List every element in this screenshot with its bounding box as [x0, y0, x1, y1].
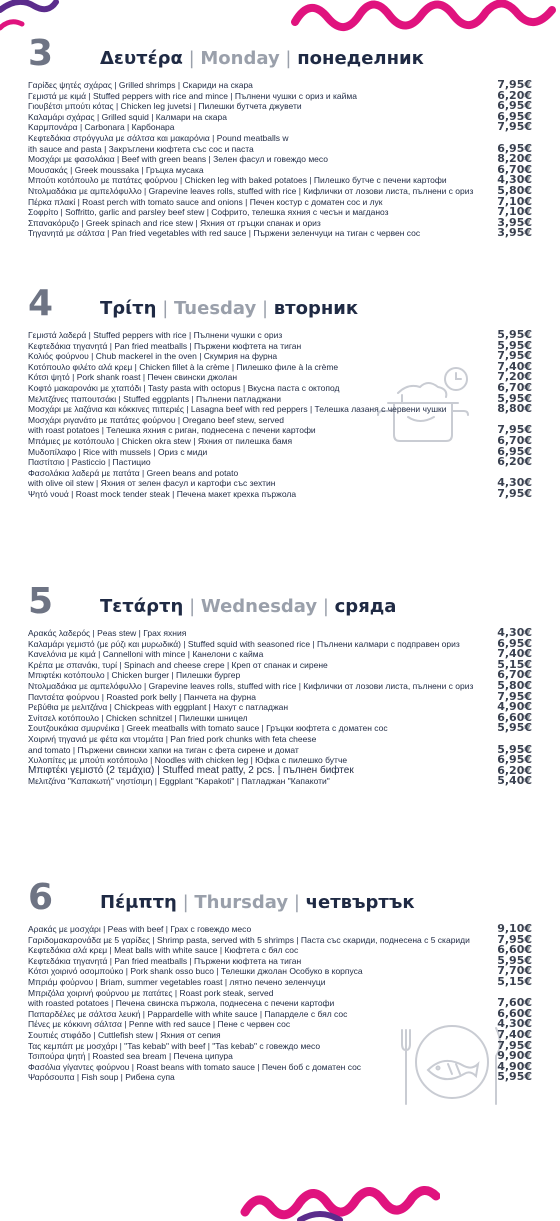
menu-item-name: Τας κεμπάπ με μοσχάρι | "Tas kebab" with beef | "Tas kebab" с говеждо месо [28, 1040, 321, 1051]
menu-item-row [28, 433, 532, 447]
menu-item-row [28, 175, 532, 186]
menu-item-row [28, 122, 532, 133]
menu-item-price: 7,40€ [497, 359, 532, 373]
menu-item-price: 5,40€ [497, 774, 532, 788]
menu-item-price: 5,95€ [497, 391, 532, 405]
menu-item-name: Μπιφτέκι γεμιστό (2 τεμάχια) | Stuffed meat patty, 2 pcs. | пълнен бифтек [28, 764, 354, 776]
menu-item-row [28, 670, 532, 681]
menu-item-name: Αρακάς λαδερός | Peas stew | Грах яхния [28, 628, 187, 638]
menu-item-name: Κεφτεδάκια τηγανητά | Pan fried meatballs | Пържени кюфтета на тиган [28, 955, 302, 966]
menu-item-price: 6,95€ [497, 141, 532, 155]
menu-item-row [28, 133, 532, 144]
menu-item-name: Γαρίδες ψητές σχάρας | Grilled shrimps | Скариди на скара [28, 80, 253, 90]
menu-item-price: 5,80€ [497, 678, 532, 692]
menu-item-row [28, 338, 532, 352]
menu-items [28, 628, 532, 787]
menu-item-row [28, 101, 532, 112]
day-section-thursday [28, 877, 532, 1084]
day-title: Τετάρτη | Wednesday | сряда [100, 596, 397, 617]
menu-item-name: Παντσέτα φούρνου | Roasted pork belly | Панчета на фурна [28, 691, 256, 702]
menu-item-name: Κεφτεδάκια αλά κρεμ | Meat balls with white sauce | Кюфтета с бял сос [28, 945, 299, 956]
menu-item-name: Πέρκα πλακί | Roast perch with tomato sauce and onions | Печен костур с доматен сос и лук [28, 196, 383, 207]
menu-item-name: Κεφτεδάκια στρόγγυλα με σάλτσα και μακαρόνια | Pound meatballs w [28, 132, 289, 143]
menu-item-row [28, 657, 532, 671]
menu-item-price: 7,95€ [497, 1038, 532, 1052]
menu-item-name: Μελιτζάνες παπουτσάκι | Stuffed eggplants | Пълнени патладжани [28, 393, 281, 404]
menu-item-name: Μοσχάρι ριγανάτο με πατάτες φούρνου | Oregano beef stew, served [28, 414, 284, 425]
menu-item-name: Πένες με κόκκινη σάλτσα | Penne with red sauce | Пене с червен сос [28, 1019, 291, 1030]
menu-item-name: Γαριδομακαρονάδα με 5 γαρίδες | Shrimp pasta, served with 5 shrimps | Паста със скариди, поднесена с 5 скариди [28, 934, 470, 945]
menu-item-row [28, 194, 532, 208]
menu-item-price: 3,95€ [497, 215, 532, 229]
menu-item-name: Μπριάμ φούρνου | Briam, summer vegetables roast | лятно печено зеленчуци [28, 976, 326, 987]
menu-item-name: Σουπιές στιφάδο | Cuttlefish stew | Яхния от сепия [28, 1029, 221, 1040]
menu-item-name: with roast potatoes | Телешка яхния с риган, поднесена с печени картофи [28, 425, 316, 436]
menu-item-row [28, 636, 532, 650]
menu-item-price: 6,60€ [497, 943, 532, 957]
day-section-monday [28, 33, 532, 240]
menu-item-price: 7,95€ [497, 423, 532, 437]
menu-item-name: Φασόλια γίγαντες φούρνου | Roast beans with tomato sauce | Печен боб с доматен сос [28, 1061, 362, 1072]
top-right-wave-decoration [290, 0, 560, 40]
menu-item-price: 5,95€ [497, 953, 532, 967]
menu-item-name: Σνίτσελ κοτόπουλο | Chicken schnitzel | Пилешки шницел [28, 712, 248, 723]
menu-item-name: Παστίτσιο | Pasticcio | Пастицио [28, 457, 151, 468]
menu-item-row [28, 162, 532, 176]
menu-item-price: 6,20€ [497, 88, 532, 102]
menu-item-price: 5,95€ [497, 338, 532, 352]
menu-item-row [28, 924, 532, 935]
menu-item-row [28, 1006, 532, 1020]
menu-item-price: 7,10€ [497, 205, 532, 219]
day-section-wednesday [28, 581, 532, 788]
menu-item-price: 5,15€ [497, 657, 532, 671]
menu-item-name: Μπριζόλα χοιρινή φούρνου με πατάτες | Roast pork steak, served [28, 987, 274, 998]
menu-item-row [28, 425, 532, 436]
menu-item-row [28, 207, 532, 218]
day-title-greek: Πέμπτη [100, 892, 177, 913]
menu-item-price: 7,95€ [497, 120, 532, 134]
menu-item-price: 4,90€ [497, 700, 532, 714]
menu-item-price: 5,95€ [497, 1070, 532, 1084]
menu-item-name: Αρακάς με μοσχάρι | Peas with beef | Грах с говеждо месо [28, 924, 252, 934]
day-number: 6 [28, 877, 54, 918]
day-title-bulgarian: четвъртък [305, 892, 415, 913]
menu-item-row [28, 183, 532, 197]
day-number: 4 [28, 283, 54, 324]
menu-item-name: Καρμπονάρα | Carbonara | Карбонара [28, 122, 175, 133]
day-header [28, 33, 532, 74]
menu-item-row [28, 380, 532, 394]
menu-item-row [28, 723, 532, 734]
menu-item-row [28, 391, 532, 405]
day-title-english: Thursday [194, 892, 289, 913]
menu-items [28, 80, 532, 239]
day-title-bulgarian: понеделник [297, 48, 424, 69]
menu-item-name: Μουσακάς | Greek moussaka | Гръцка мусака [28, 164, 204, 175]
menu-item-name: Κοτόπουλο φιλέτο αλά κρεμ | Chicken fillet à la crème | Пилешко филе à la crème [28, 361, 339, 372]
menu-item-name: Χοιρινή τηγανιά με φέτα και ντομάτα | Pan fried pork chunks with feta cheese [28, 733, 317, 744]
menu-item-price: 9,90€ [497, 1049, 532, 1063]
day-header [28, 283, 532, 324]
menu-item-price: 6,95€ [497, 753, 532, 767]
menu-item-row [28, 372, 532, 383]
menu-item-row [28, 945, 532, 956]
menu-item-row [28, 966, 532, 977]
menu-item-price: 8,80€ [497, 402, 532, 416]
menu-item-row [28, 88, 532, 102]
menu-item-row [28, 998, 532, 1009]
menu-item-row [28, 678, 532, 692]
menu-item-price: 7,60€ [497, 996, 532, 1010]
menu-item-price: 4,30€ [497, 626, 532, 639]
menu-item-name: Σοφρίτο | Soffritto, garlic and parsley beef stew | Софрито, телешка яхния с чесън и магданоз [28, 207, 389, 218]
menu-item-row [28, 734, 532, 745]
day-header [28, 877, 532, 918]
menu-item-price: 6,60€ [497, 710, 532, 724]
menu-item-name: Χυλοπίτες με μπούτι κοτόπουλο | Noodles with chicken leg | Юфка с пилешко бутче [28, 755, 348, 766]
menu-item-name: Κεφτεδάκια τηγανητά | Pan fried meatballs | Пържени кюфтета на тиган [28, 340, 302, 351]
menu-item-name: Παπαρδέλες με σάλτσα λευκή | Pappardelle with white sauce | Папардeле с бял сос [28, 1008, 348, 1019]
menu-item-price: 6,70€ [497, 380, 532, 394]
menu-item-row [28, 1038, 532, 1052]
menu-item-name: Σπανακόρυζο | Greek spinach and rice stew | Яхния от гръцки спанак и ориз [28, 217, 321, 228]
menu-item-row [28, 109, 532, 123]
menu-item-price: 6,20€ [497, 455, 532, 469]
menu-item-row [28, 974, 532, 988]
menu-item-name: ith sauce and pasta | Закръглени кюфтета със сос и паста [28, 143, 254, 154]
menu-item-price: 4,30€ [497, 173, 532, 187]
menu-item-row [28, 649, 532, 660]
menu-item-name: Ντολμαδάκια με αμπελόφυλλο | Grapevine leaves rolls, stuffed with rice | Кифлички от лозови листа, пълнени с ориз [28, 680, 474, 691]
day-section-tuesday [28, 283, 532, 500]
menu-item-row [28, 702, 532, 713]
menu-item-name: Μπιφτέκι κοτόπουλο | Chicken burger | Пилешки бургер [28, 670, 241, 681]
day-title-bulgarian: вторник [273, 298, 359, 319]
day-number: 5 [28, 581, 54, 622]
menu-item-name: Μπάμιες με κοτόπουλο | Chicken okra stew | Яхния от пилешка бамя [28, 435, 293, 446]
menu-item-row [28, 1051, 532, 1062]
menu-item-name: Μοσχάρι με λαζάνια και κόκκινες πιπεριές | Lasagna beef with red peppers | Телешка лазаня с червени чушки [28, 404, 447, 415]
menu-item-row [28, 478, 532, 489]
menu-item-price: 4,90€ [497, 1059, 532, 1073]
menu-item-name: Φασολάκια λαδερά με πατάτα | Green beans and potato [28, 467, 239, 478]
menu-item-price: 7,95€ [497, 689, 532, 703]
menu-item-name: with roasted potatoes | Печена свинска пържола, поднесена с печени картофи [28, 998, 335, 1009]
bottom-wave-decoration [240, 1182, 440, 1221]
menu-item-row [28, 457, 532, 468]
menu-item-price: 6,70€ [497, 668, 532, 682]
menu-item-row [28, 154, 532, 165]
menu-item-name: Γιουβέτσι μπούτι κότας | Chicken leg juvetsi | Пилешки бутчета джувети [28, 101, 302, 112]
day-title-english: Monday [200, 48, 280, 69]
day-title: Πέμπτη | Thursday | четвъртък [100, 892, 415, 913]
day-title-greek: Τετάρτη [100, 596, 184, 617]
menu-item-row [28, 444, 532, 458]
menu-item-name: Κοφτό μακαρονάκι με χταπόδι | Tasty pasta with octopus | Вкусна паста с октопод [28, 382, 340, 393]
day-title: Δευτέρα | Monday | понеделник [100, 48, 424, 69]
menu-item-name: with olive oil stew | Яхния от зелен фасул и картофи със зехтин [28, 478, 276, 489]
menu-item-name: Μπούτι κοτόπουλο με πατάτες φούρνου | Chicken leg with baked potatoes | Пилешко бутче с печени картофи [28, 175, 447, 186]
menu-item-name: Κότσι χοιρινό οσομπούκο | Pork shank osso buco | Телешки джолан Осoбуко в корпуса [28, 966, 363, 977]
menu-item-price: 6,95€ [497, 444, 532, 458]
menu-item-price: 6,70€ [497, 433, 532, 447]
menu-item-row [28, 359, 532, 373]
menu-item-row [28, 486, 532, 500]
menu-item-name: Τηγανητά με σάλτσα | Pan fried vegetables with red sauce | Пържени зеленчуци на тиган с червен сос [28, 228, 421, 239]
menu-item-name: Μοσχάρι με φασολάκια | Beef with green beans | Зелен фасул и говеждо месо [28, 154, 328, 165]
menu-item-name: and tomato | Пържени свински хапки на тиган с фета сирене и домат [28, 744, 299, 755]
menu-item-price: 7,95€ [497, 349, 532, 363]
menu-item-price: 4,30€ [497, 1017, 532, 1031]
day-title-greek: Τρίτη [100, 298, 157, 319]
menu-item-price: 5,80€ [497, 183, 532, 197]
menu-item-name: Καλαμάρι γεμιστό (με ρύζι και μυρωδικά) | Stuffed squid with seasoned rice | Пълнени калмари с подправен ориз [28, 638, 460, 649]
day-header [28, 581, 532, 622]
menu-item-price: 7,10€ [497, 194, 532, 208]
menu-item-price: 6,20€ [497, 763, 532, 777]
menu-item-name: Ντολμαδάκια με αμπελόφυλλο | Grapevine leaves rolls, stuffed with rice | Кифлички от лозови листа, пълнени с ориз [28, 185, 474, 196]
menu-item-row [28, 215, 532, 229]
menu-item-price: 7,40€ [497, 647, 532, 661]
menu-item-row [28, 415, 532, 426]
menu-item-row [28, 689, 532, 703]
menu-item-price: 5,95€ [497, 328, 532, 341]
menu-item-name: Σουτζουκάκια σμυρνέικα | Greek meatballs with tomato sauce | Гръцки кюфтета с доматен сос [28, 723, 388, 734]
menu-item-price: 7,20€ [497, 370, 532, 384]
menu-item-row [28, 763, 532, 777]
menu-item-row [28, 1027, 532, 1041]
menu-item-row [28, 776, 532, 787]
menu-item-price: 8,20€ [497, 152, 532, 166]
menu-item-name: Κανελόνια με κιμά | Cannelloni with mince | Канелони с кайма [28, 649, 264, 660]
menu-item-row [28, 351, 532, 362]
menu-item-row [28, 953, 532, 967]
menu-item-row [28, 1059, 532, 1073]
menu-item-price: 6,60€ [497, 1006, 532, 1020]
menu-item-price: 7,95€ [497, 486, 532, 500]
menu-item-price: 5,95€ [497, 721, 532, 735]
menu-item-price: 6,95€ [497, 109, 532, 123]
menu-item-row [28, 330, 532, 341]
menu-item-row [28, 710, 532, 724]
menu-item-name: Κρέπα με σπανάκι, τυρί | Spinach and cheese crepe | Креп от спанак и сирене [28, 659, 328, 670]
menu-item-row [28, 1072, 532, 1083]
menu-item-price: 3,95€ [497, 226, 532, 240]
menu-item-row [28, 80, 532, 91]
menu-item-price: 5,95€ [497, 742, 532, 756]
menu-item-name: Κολιός φούρνου | Chub mackerel in the oven | Скумрия на фурна [28, 351, 278, 362]
day-title: Τρίτη | Tuesday | вторник [100, 298, 359, 319]
menu-item-row [28, 932, 532, 946]
menu-item-row [28, 742, 532, 756]
day-title-bulgarian: сряда [334, 596, 397, 617]
menu-items [28, 330, 532, 500]
menu-item-price: 4,30€ [497, 476, 532, 490]
menu-item-name: Μυδοπίλαφο | Rice with mussels | Ориз с миди [28, 446, 208, 457]
menu-item-name: Ψητό νουά | Roast mock tender steak | Печена макет крехка пържола [28, 488, 297, 499]
menu-item-row [28, 988, 532, 999]
menu-item-price: 7,95€ [497, 932, 532, 946]
menu-item-row [28, 468, 532, 479]
day-title-greek: Δευτέρα [100, 48, 183, 69]
menu-items [28, 924, 532, 1083]
menu-item-name: Ρεβύθια με μελιτζάνα | Chickpeas with eggplant | Нахут с патладжан [28, 702, 289, 713]
menu-item-name: Μελιτζάνα "Καπακωτή" νηστίσιμη | Eggplant "Kapakoti" | Патладжан "Капакоти" [28, 776, 330, 787]
menu-item-price: 6,95€ [497, 636, 532, 650]
menu-item-price: 7,70€ [497, 964, 532, 978]
menu-item-row [28, 404, 532, 415]
menu-item-row [28, 228, 532, 239]
menu-item-name: Καλαμάρι σχάρας | Grilled squid | Калмари на скара [28, 111, 227, 122]
menu-item-price: 7,95€ [497, 78, 532, 91]
menu-item-price: 7,40€ [497, 1027, 532, 1041]
menu-item-name: Κότσι ψητό | Pork shank roast | Печен свински джолан [28, 372, 238, 383]
menu-item-price: 5,15€ [497, 974, 532, 988]
day-title-english: Tuesday [174, 298, 257, 319]
menu-item-name: Γεμιστά με κιμά | Stuffed peppers with rice and mince | Пълнени чушки с ориз и кайма [28, 90, 357, 101]
day-title-english: Wednesday [200, 596, 318, 617]
menu-item-price: 6,95€ [497, 99, 532, 113]
menu-item-name: Γεμιστά λαδερά | Stuffed peppers with rice | Пълнени чушки с ориз [28, 330, 283, 340]
menu-item-name: Ψαρόσουπα | Fish soup | Рибена супа [28, 1072, 175, 1083]
menu-item-price: 9,10€ [497, 922, 532, 935]
menu-item-price: 6,70€ [497, 162, 532, 176]
menu-item-name: Τσιπούρα ψητή | Roasted sea bream | Печена ципура [28, 1051, 233, 1062]
menu-item-row [28, 1019, 532, 1030]
day-number: 3 [28, 33, 54, 74]
menu-item-row [28, 628, 532, 639]
menu-item-row [28, 141, 532, 155]
